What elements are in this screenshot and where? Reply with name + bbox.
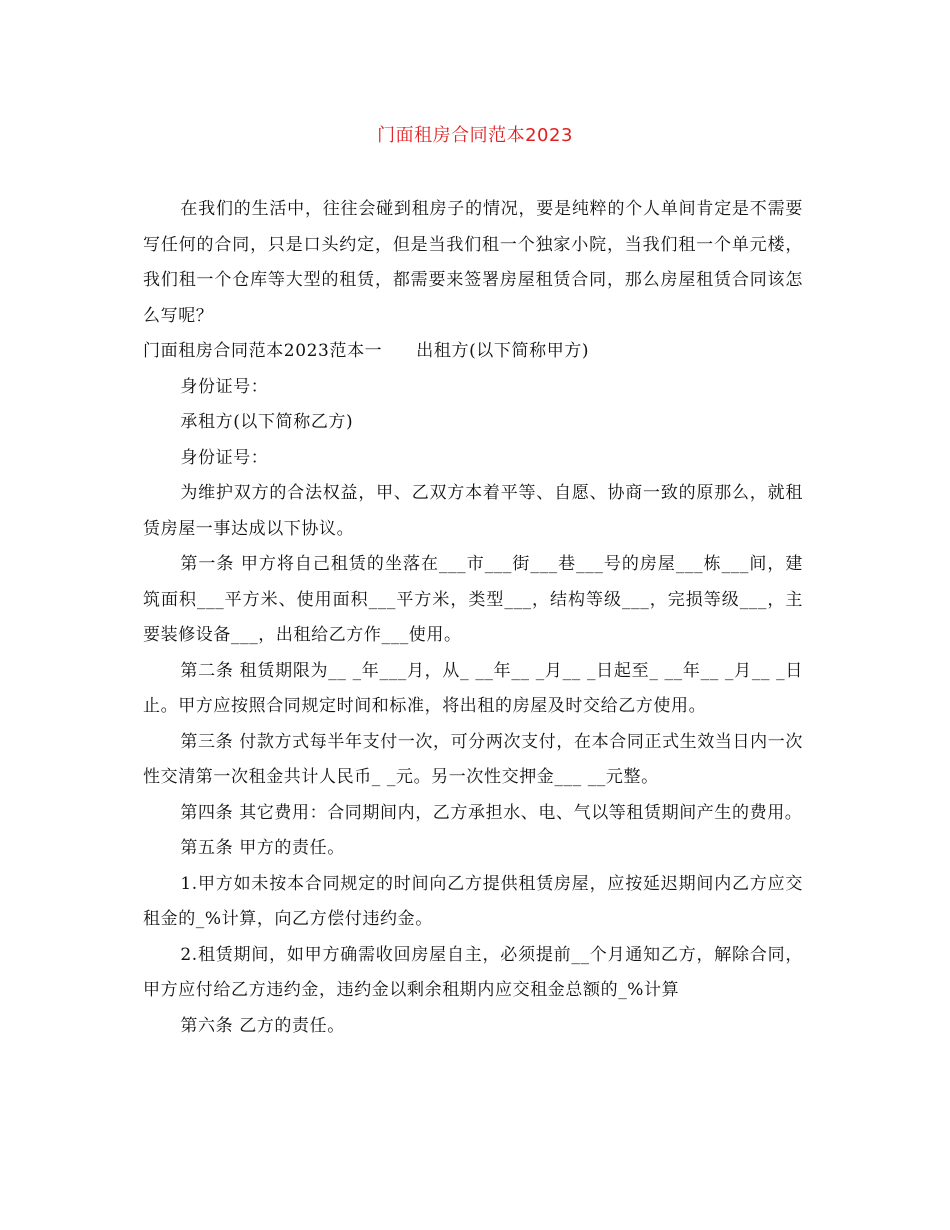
article-1: 第一条 甲方将自己租赁的坐落在___市___街___巷___号的房屋___栋___间，建筑面积___平方米、使用面积___平方米，类型___，结构等级___，完损等级___，主要装修设备___，出租给乙方作___使用。 <box>143 554 803 645</box>
article-2: 第二条 租赁期限为__ _年___月，从_ __年__ _月__ _日起至_ __年__ _月__ _日止。甲方应按照合同规定时间和标准，将出租的房屋及时交给乙方使用。 <box>143 660 803 716</box>
lessee-id-number: 身份证号： <box>180 447 269 468</box>
sample-heading: 门面租房合同范本2023范本一 <box>143 341 383 361</box>
document-title: 门面租房合同范本2023 <box>377 125 573 146</box>
article-3: 第三条 付款方式每半年支付一次，可分两次支付，在本合同正式生效当日内一次性交清第一次租金共计人民币_ _元。另一次性交押金___ __元整。 <box>143 731 803 787</box>
lessee-label: 承租方(以下简称乙方) <box>180 412 354 432</box>
lessor-id-number: 身份证号： <box>180 376 269 397</box>
article-4: 第四条 其它费用：合同期间内，乙方承担水、电、气以等租赁期间产生的费用。 <box>180 802 803 823</box>
sample-heading-line <box>143 334 803 370</box>
article-5-item-1: 1.甲方如未按本合同规定的时间向乙方提供租赁房屋，应按延迟期间内乙方应交租金的_%计算，向乙方偿付违约金。 <box>143 873 803 929</box>
article-6: 第六条 乙方的责任。 <box>180 1015 345 1036</box>
intro-paragraph: 在我们的生活中，往往会碰到租房子的情况，要是纯粹的个人单间肯定是不需要写任何的合同，只是口头约定，但是当我们租一个独家小院，当我们租一个单元楼，我们租一个仓库等大型的租赁，都需要来签署房屋租赁合同，那么房屋租赁合同该怎么写呢？ <box>143 199 803 326</box>
preamble-paragraph: 为维护双方的合法权益，甲、乙双方本着平等、自愿、协商一致的原那么，就租赁房屋一事达成以下协议。 <box>143 483 803 539</box>
document-body <box>143 192 803 1044</box>
article-5-item-2: 2.租赁期间，如甲方确需收回房屋自主，必须提前__个月通知乙方，解除合同，甲方应付给乙方违约金，违约金以剩余租期内应交租金总额的_%计算 <box>143 944 803 1000</box>
lessor-label: 出租方(以下简称甲方) <box>416 341 590 361</box>
article-5: 第五条 甲方的责任。 <box>180 838 345 858</box>
